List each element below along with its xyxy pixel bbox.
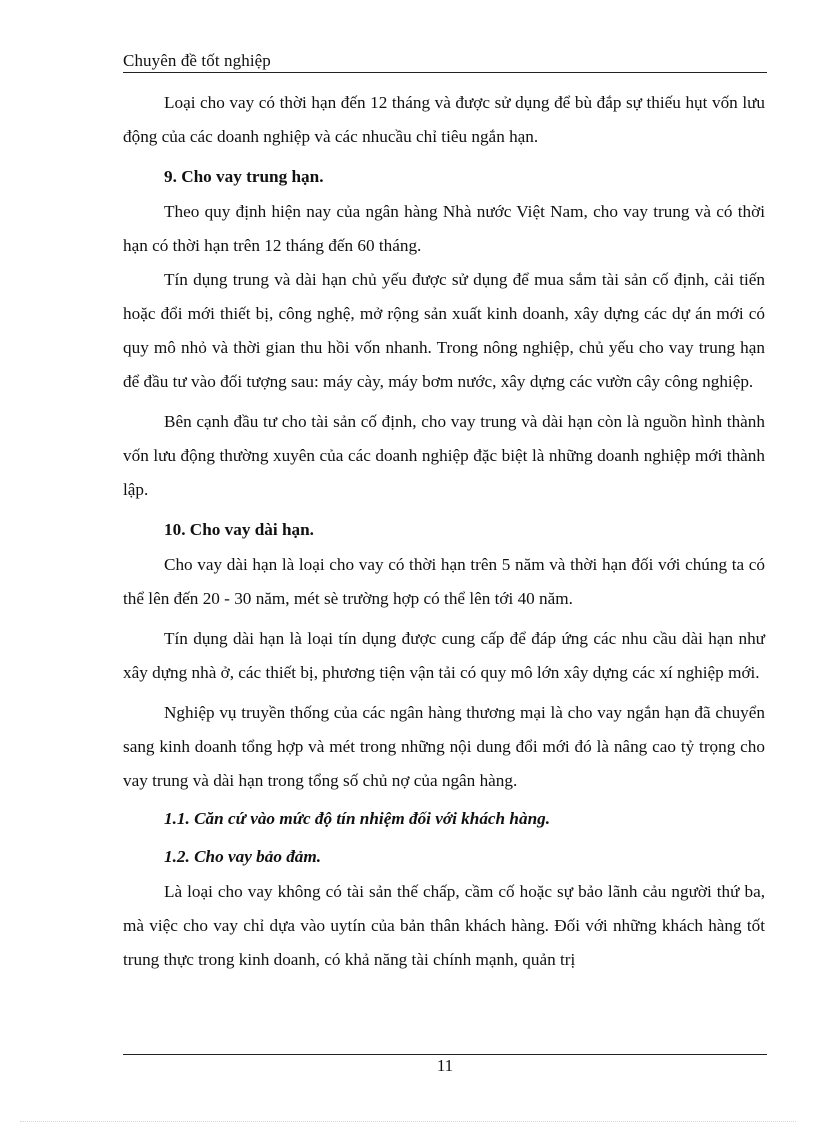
paragraph: Tín dụng trung và dài hạn chủ yếu được sử dụng để mua sắm tài sản cố định, cải tiến hoặc đổi mới thiết bị, công nghệ, mở rộng sản xuất kinh doanh, xây dựng các dự án mới có quy mô nhỏ và thời gian thu hồi vốn nhanh. Trong nông nghiệp, chủ yếu cho vay trung hạn để đầu tư vào đối tượng sau: máy cày, máy bơm nước, xây dựng các vườn cây công nghiệp. bbox=[123, 270, 765, 391]
paragraph: Loại cho vay có thời hạn đến 12 tháng và được sử dụng để bù đắp sự thiếu hụt vốn lưu động của các doanh nghiệp và các nhucầu chỉ tiêu ngắn hạn. bbox=[123, 93, 765, 146]
paragraph: Tín dụng dài hạn là loại tín dụng được cung cấp để đáp ứng các nhu cầu dài hạn như xây dựng nhà ở, các thiết bị, phương tiện vận tải có quy mô lớn xây dựng các xí nghiệp mới. bbox=[123, 629, 765, 682]
page-edge-divider bbox=[20, 1121, 796, 1122]
subsection-heading: 1.2. Cho vay bảo đảm. bbox=[164, 847, 322, 866]
header-title: Chuyên đề tốt nghiệp bbox=[123, 51, 271, 70]
subsection-heading: 1.1. Căn cứ vào mức độ tín nhiệm đối với khách hàng. bbox=[164, 809, 551, 828]
page-header bbox=[123, 50, 767, 73]
section-heading: 9. Cho vay trung hạn. bbox=[164, 167, 324, 186]
paragraph: Theo quy định hiện nay của ngân hàng Nhà nước Việt Nam, cho vay trung và có thời hạn có thời hạn trên 12 tháng đến 60 tháng. bbox=[123, 202, 765, 255]
paragraph: Bên cạnh đầu tư cho tài sản cố định, cho vay trung và dài hạn còn là nguồn hình thành vốn lưu động thường xuyên của các doanh nghiệp đặc biệt là những doanh nghiệp mới thành lập. bbox=[123, 412, 765, 499]
paragraph: Là loại cho vay không có tài sản thế chấp, cầm cố hoặc sự bảo lãnh cảu người thứ ba, mà việc cho vay chỉ dựa vào uytín của bản thân khách hàng. Đối với những khách hàng tốt trung thực trong kinh doanh, có khả năng tài chính mạnh, quản trị bbox=[123, 882, 765, 969]
page-footer bbox=[123, 1054, 767, 1075]
section-heading: 10. Cho vay dài hạn. bbox=[164, 520, 314, 539]
paragraph: Nghiệp vụ truyền thống của các ngân hàng thương mại là cho vay ngắn hạn đã chuyển sang kinh doanh tổng hợp và mét trong những nội dung đổi mới đó là nâng cao tỷ trọng cho vay trung và dài hạn trong tổng số chủ nợ của ngân hàng. bbox=[123, 703, 765, 790]
page-body bbox=[123, 86, 765, 977]
page-number: 11 bbox=[436, 1056, 454, 1075]
paragraph: Cho vay dài hạn là loại cho vay có thời hạn trên 5 năm và thời hạn đối với chúng ta có thể lên đến 20 - 30 năm, mét sè trường hợp có thể lên tới 40 năm. bbox=[123, 555, 765, 608]
